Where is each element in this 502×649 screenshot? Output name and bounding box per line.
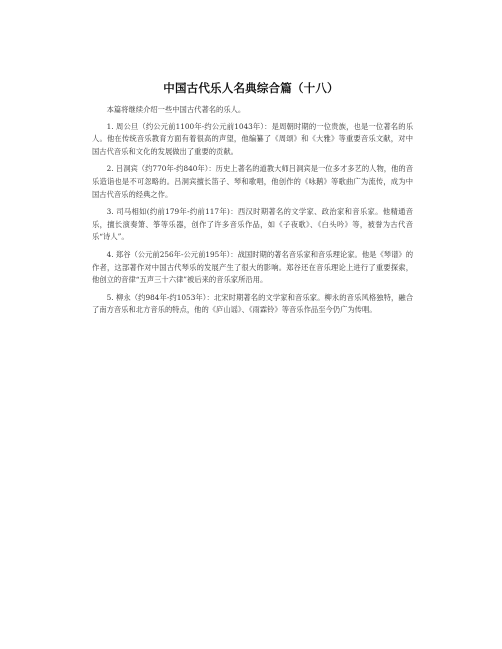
entry-paragraph-2: 2. 吕洞宾（约770年-约840年）：历史上著名的道教大师吕洞宾是一位多才多艺的人物，他的音乐造诣也是不可忽略的。吕洞宾擅长笛子、琴和歌唱，他创作的《咏鹅》等歌曲广为流传，成为中国古代音乐的经典之作。 xyxy=(92,164,413,199)
intro-paragraph: 本篇将继续介绍一些中国古代著名的乐人。 xyxy=(106,105,246,114)
entry-paragraph-4: 4. 郑谷（公元前256年-公元前195年）：战国时期的著名音乐家和音乐理论家。他是《琴谱》的作者，这部著作对中国古代琴乐的发展产生了很大的影响。郑谷还在音乐理论上进行了重要探索，他创立的音律“五声三十六律”被后来的音乐家所沿用。 xyxy=(92,249,413,285)
document-body xyxy=(92,104,413,322)
entry-paragraph-5: 5. 柳永（约984年-约1053年）：北宋时期著名的文学家和音乐家。柳永的音乐风格独特，融合了南方音乐和北方音乐的特点，他的《庐山谣》、《雨霖铃》等音乐作品至今仍广为传唱。 xyxy=(92,292,413,315)
entry-paragraph-3: 3. 司马相如(约前179年-约前117年)：西汉时期著名的文学家、政治家和音乐家。他精通音乐，擅长演奏箫、筝等乐器，创作了许多音乐作品，如《子夜歌》、《白头吟》等，被誉为古代音乐“诗人”。 xyxy=(92,207,413,242)
entry-paragraph-1: 1. 周公旦（约公元前1100年-约公元前1043年）：是周朝时期的一位贵族，也是一位著名的乐人。他在传统音乐教育方面有着很高的声望，他编纂了《周颂》和《大雅》等重要音乐文献，对中国古代音乐和文化的发展做出了重要的贡献。 xyxy=(92,121,413,156)
document-title: 中国古代乐人名典综合篇（十八） xyxy=(163,81,339,95)
